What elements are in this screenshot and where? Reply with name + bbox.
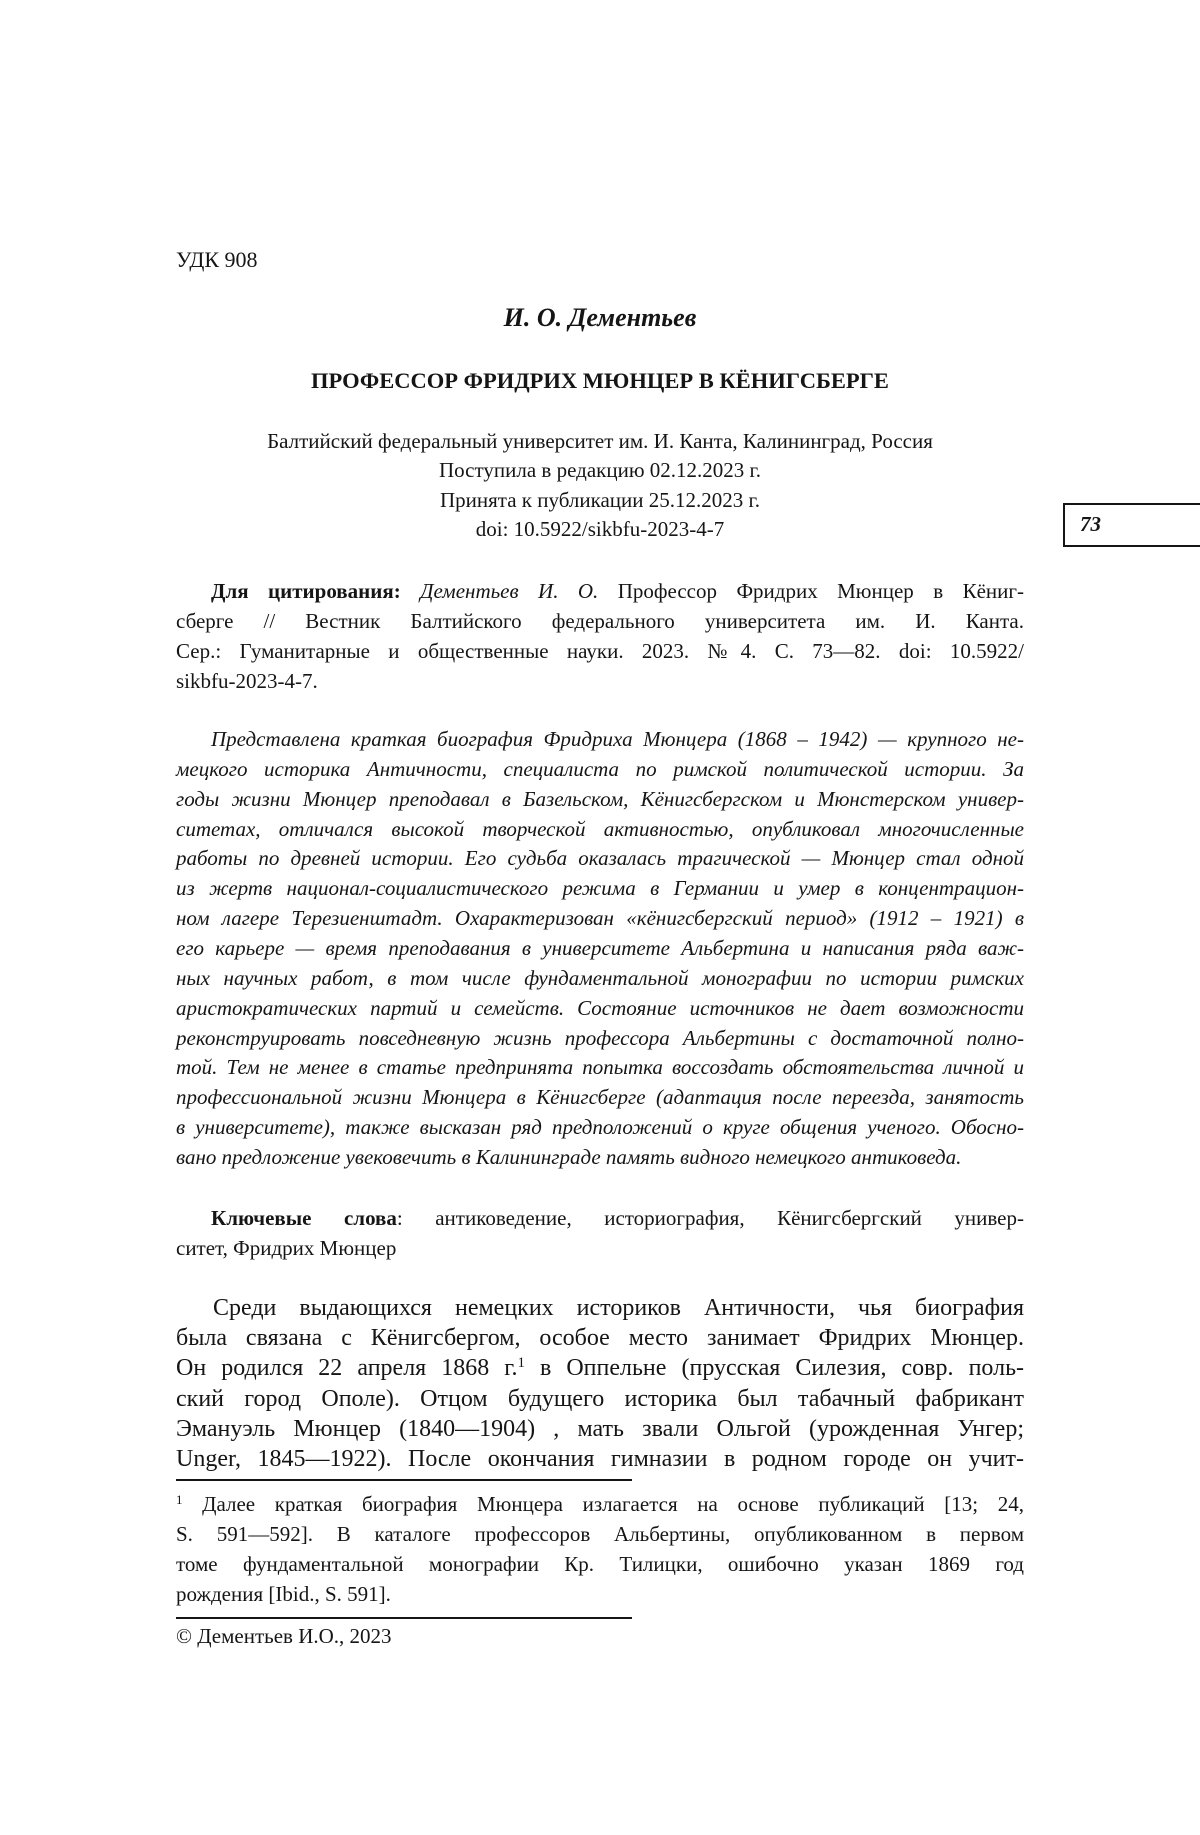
received-date: Поступила в редакцию 02.12.2023 г. xyxy=(438,458,761,483)
body-line-text: в Оппельне (прусская Силезия, совр. поль- xyxy=(539,1355,1025,1382)
footnote-line: томе фундаментальной монографии Кр. Тилицки, ошибочно указан 1869 год xyxy=(176,1552,1024,1576)
body-line: Unger, 1845—1922). После окончания гимназии в родном городе он учит- xyxy=(176,1445,1024,1472)
body-line: ский город Ополе). Отцом будущего историка был табачный фабрикант xyxy=(176,1385,1024,1412)
keywords-line: ситет, Фридрих Мюнцер xyxy=(176,1236,397,1260)
abstract-line: мецкого историка Античности, специалиста по римской политической истории. За xyxy=(176,756,1024,781)
keywords-block xyxy=(176,1203,1024,1263)
udc-code: УДК 908 xyxy=(176,247,258,272)
accepted-date: Принята к публикации 25.12.2023 г. xyxy=(439,487,760,512)
citation-author: Дементьев И. О. xyxy=(420,579,599,603)
page-number-box xyxy=(1063,503,1200,547)
footnote-ref: 1 xyxy=(517,1355,525,1372)
citation-line: Сер.: Гуманитарные и общественные науки. 2023. №4. С. 73—82. doi: 10.5922/ xyxy=(176,639,1024,663)
abstract-line: ситетах, отличался высокой творческой активностью, опубликовал многочисленные xyxy=(176,816,1024,841)
abstract-line: ных научных работ, в том числе фундаментальной монографии по истории римских xyxy=(176,965,1024,990)
copyright-separator xyxy=(176,1617,632,1619)
keywords-label: Ключевые слова xyxy=(211,1206,397,1230)
footnote-line: S. 591—592]. В каталоге профессоров Альбертины, опубликованном в первом xyxy=(176,1522,1024,1546)
keywords-text: : антиковедение, историография, Кёнигсбергский универ- xyxy=(396,1206,1024,1230)
footnote-line: рождения [Ibid., S. 591]. xyxy=(176,1582,391,1606)
abstract-line: вано предложение увековечить в Калининграде память видного немецкого антиковеда. xyxy=(176,1145,962,1170)
keywords-line xyxy=(176,1203,1024,1233)
footnote xyxy=(176,1489,1024,1609)
footnote-line xyxy=(176,1489,1024,1519)
abstract-line: ном лагере Терезиенштадт. Охарактеризован «кёнигсбергский период» (1912 – 1921) в xyxy=(176,906,1024,931)
body-line-text: Он родился 22 апреля 1868 г. xyxy=(176,1355,518,1382)
abstract-line: профессиональной жизни Мюнцера в Кёнигсберге (адаптация после переезда, занятость xyxy=(176,1085,1024,1110)
footnote-marker: 1 xyxy=(176,1491,183,1507)
citation-block xyxy=(176,576,1024,696)
body-text xyxy=(176,1293,1024,1474)
body-line: Среди выдающихся немецких историков Античности, чья биография xyxy=(213,1295,1024,1321)
abstract-line: реконструировать повседневную жизнь профессора Альбертины с достаточной полно- xyxy=(176,1025,1024,1050)
affiliation: Балтийский федеральный университет им. И. Канта, Калининград, Россия xyxy=(267,429,933,453)
abstract-line: работы по древней истории. Его судьба оказалась трагической — Мюнцер стал одной xyxy=(176,846,1024,871)
abstract-line: Представлена краткая биография Фридриха Мюнцера (1868 – 1942) — крупного не- xyxy=(211,727,1024,751)
abstract-line: годы жизни Мюнцер преподавал в Базельском, Кёнигсбергском и Мюнстерском универ- xyxy=(176,786,1024,811)
citation-text: Профессор Фридрих Мюнцер в Кёниг- xyxy=(617,579,1024,603)
footnote-text: Далее краткая биография Мюнцера излагается на основе публикаций [13; 24, xyxy=(202,1492,1024,1516)
abstract-line: аристократических партий и семейств. Состояние источников не дает возможности xyxy=(176,995,1024,1020)
abstract-line: той. Тем не менее в статье предпринята попытка воссоздать обстоятельства личной и xyxy=(176,1055,1024,1080)
body-line: Эмануэль Мюнцер (1840—1904) , мать звали Ольгой (урожденная Унгер; xyxy=(176,1415,1024,1442)
abstract-line: из жертв национал-социалистического режима в Германии и умер в концентрацион- xyxy=(176,876,1024,901)
body-line: была связана с Кёнигсбергом, особое место занимает Фридрих Мюнцер. xyxy=(176,1325,1024,1352)
copyright: © Дементьев И.О., 2023 xyxy=(176,1624,392,1648)
article-meta xyxy=(176,427,1024,545)
page-number: 73 xyxy=(1080,512,1101,536)
citation-line: сберге // Вестник Балтийского федерального университета им. И. Канта. xyxy=(176,609,1024,633)
abstract-line: его карьере — время преподавания в университете Альбертина и написания ряда важ- xyxy=(176,936,1024,961)
doi: doi: 10.5922/sikbfu-2023-4-7 xyxy=(475,517,725,542)
author-name: И. О. Дементьев xyxy=(503,303,697,332)
body-line xyxy=(176,1353,1024,1383)
citation-line xyxy=(176,576,1024,606)
citation-line: sikbfu-2023-4-7. xyxy=(176,669,318,693)
abstract-line: в университете), также высказан ряд предположений о круге общения ученого. Обосно- xyxy=(176,1115,1024,1140)
footnote-separator xyxy=(176,1479,632,1481)
article-title: ПРОФЕССОР ФРИДРИХ МЮНЦЕР В КЁНИГСБЕРГЕ xyxy=(311,368,889,393)
abstract-block xyxy=(176,725,1024,1173)
citation-label: Для цитирования: xyxy=(211,579,401,603)
